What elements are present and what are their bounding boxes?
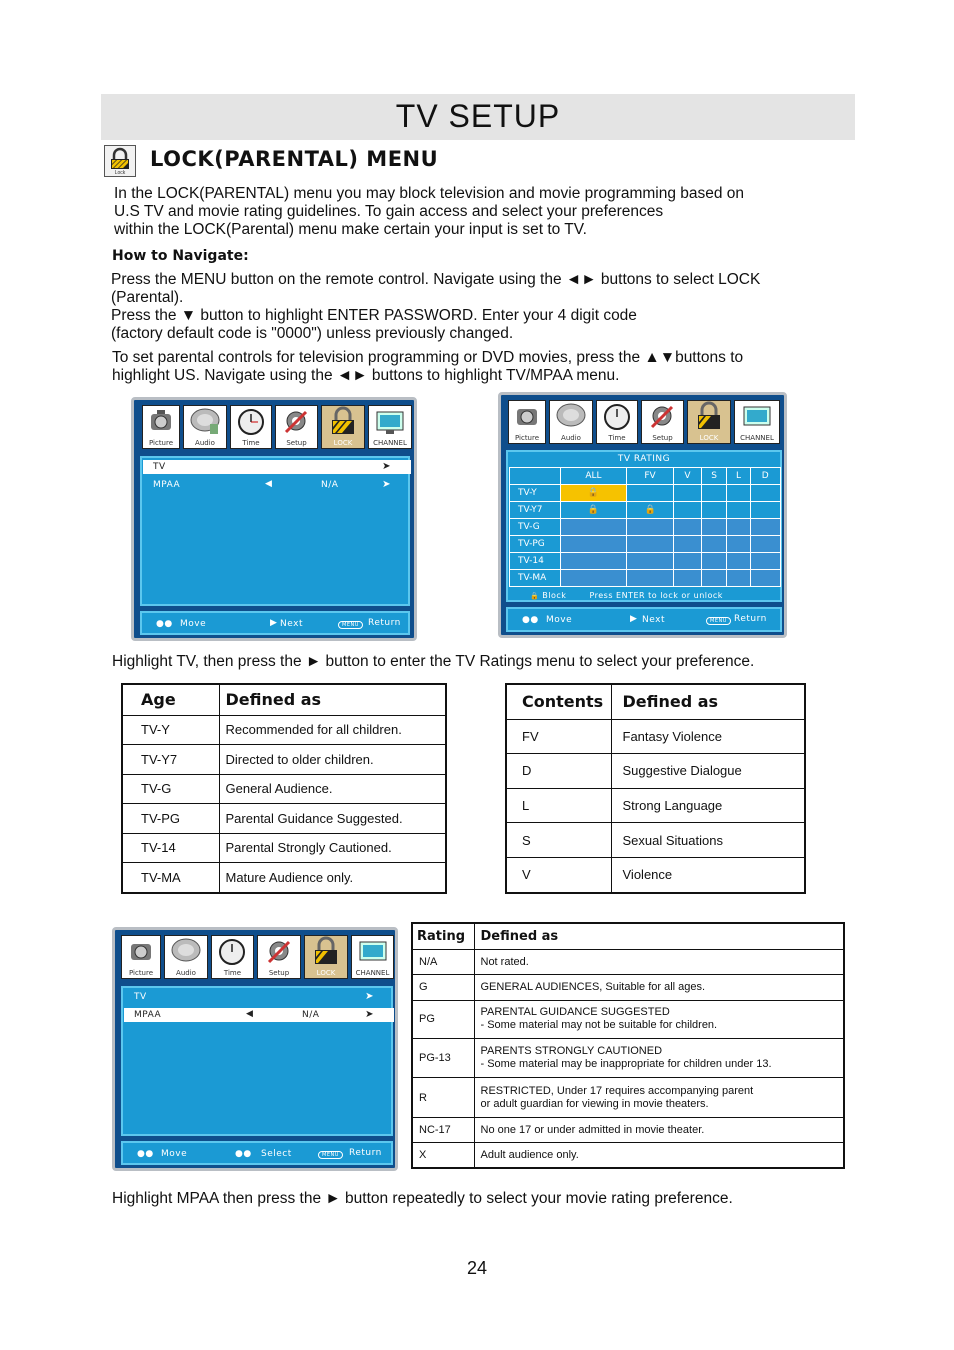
lock-tab[interactable] — [687, 400, 731, 444]
tv-rating-screen — [498, 392, 787, 638]
tab-label: CHANNEL — [373, 439, 407, 447]
menu-row-tv[interactable] — [143, 460, 411, 474]
tools-icon — [642, 401, 683, 433]
grid-row — [510, 519, 781, 536]
table-cell: L — [506, 788, 611, 823]
grid-corner-cell — [510, 468, 561, 485]
time-tab[interactable] — [230, 405, 272, 449]
channel-tab[interactable] — [734, 400, 780, 444]
table-cell: TV-14 — [122, 833, 219, 863]
table-row — [412, 1038, 844, 1077]
satellite-dish-icon — [184, 406, 226, 438]
grid-cell[interactable] — [701, 519, 727, 536]
grid-row-label: TV-14 — [510, 553, 561, 570]
table-cell: Sexual Situations — [611, 823, 805, 858]
grid-cell[interactable] — [750, 519, 780, 536]
grid-row-label: TV-Y — [510, 485, 561, 502]
table-cell: NC-17 — [412, 1118, 474, 1143]
table-row — [122, 715, 446, 745]
table-cell: Fantasy Violence — [611, 719, 805, 754]
padlock-icon: 🔒 — [587, 488, 600, 498]
tab-label: Audio — [195, 439, 215, 447]
table-row — [122, 863, 446, 894]
page-title: TV SETUP — [395, 98, 561, 134]
footer-return-label: Return — [349, 1148, 382, 1158]
grid-cell[interactable] — [750, 536, 780, 553]
table-row — [412, 1143, 844, 1168]
grid-cell[interactable] — [701, 536, 727, 553]
menu-list — [121, 986, 393, 1136]
table-cell: R — [412, 1078, 474, 1118]
header-cell: Rating — [412, 923, 474, 949]
menu-key-icon: MENU — [338, 621, 363, 629]
table-cell — [474, 1143, 844, 1168]
legend — [530, 591, 723, 600]
grid-row-label: TV-Y7 — [510, 502, 561, 519]
arrow-right-icon: ➤ — [365, 1009, 374, 1020]
camera-icon — [509, 401, 545, 433]
grid-cell[interactable] — [626, 485, 673, 502]
table-row — [412, 1118, 844, 1143]
grid-cell[interactable] — [561, 570, 627, 587]
intro-line: In the LOCK(PARENTAL) menu you may block television and movie programming based on — [114, 185, 745, 202]
grid-cell-locked[interactable] — [561, 502, 627, 519]
age-table — [121, 683, 447, 894]
table-cell — [474, 1000, 844, 1038]
padlock-icon: 🔒 — [644, 505, 656, 515]
grid-cell[interactable] — [674, 485, 702, 502]
table-row — [506, 823, 805, 858]
padlock-icon: 🔒 — [587, 505, 600, 515]
channel-tab[interactable] — [368, 405, 412, 449]
table-cell: PG-13 — [412, 1038, 474, 1077]
mpaa-rating-table — [411, 922, 845, 1169]
tab-label: Audio — [176, 969, 196, 977]
satellite-dish-icon — [550, 401, 592, 433]
lock-icon-label: Lock — [114, 170, 126, 176]
grid-cell[interactable] — [750, 553, 780, 570]
camera-icon — [143, 406, 179, 438]
grid-column-header: D — [750, 468, 780, 485]
definition-line: GENERAL AUDIENCES, Suitable for all ages. — [480, 981, 706, 994]
footer-return-label: Return — [734, 614, 767, 624]
definition-line: - Some material may not be suitable for children. — [480, 1019, 718, 1032]
menu-key-icon: MENU — [706, 617, 731, 625]
arrow-left-icon: ◀ — [246, 1009, 254, 1019]
tab-label: Time — [242, 439, 260, 447]
clock-icon — [597, 401, 637, 433]
table-cell: TV-PG — [122, 804, 219, 834]
table-row — [122, 804, 446, 834]
grid-cell[interactable] — [727, 553, 750, 570]
table-cell: General Audience. — [219, 774, 446, 804]
table-cell: Directed to older children. — [219, 745, 446, 775]
menu-row-tv[interactable] — [124, 990, 394, 1004]
table-header-row — [506, 684, 805, 719]
footer-next-label: Next — [642, 615, 665, 625]
tab-label: Time — [223, 969, 242, 977]
lock-icon — [104, 145, 136, 177]
footer-move-label: Move — [161, 1149, 188, 1159]
grid-column-header: ALL — [561, 468, 627, 485]
setup-tab[interactable] — [257, 935, 301, 979]
monitor-icon — [352, 936, 393, 968]
definition-line: No one 17 or under admitted in movie theater. — [480, 1124, 705, 1137]
nav-step-line: Press the MENU button on the remote control. Navigate using the ◄► buttons to select LOCK — [111, 271, 761, 288]
table-row — [412, 1000, 844, 1038]
time-tab[interactable] — [596, 400, 638, 444]
menu-row-mpaa[interactable] — [124, 1008, 394, 1022]
tab-label: CHANNEL — [740, 434, 774, 442]
footer-select-label: Select — [261, 1149, 292, 1159]
grid-cell-locked[interactable] — [626, 502, 673, 519]
grid-cell[interactable] — [626, 570, 673, 587]
intro-line: within the LOCK(Parental) menu make certain your input is set to TV. — [114, 221, 587, 238]
table-header-row — [412, 923, 844, 949]
table-row — [506, 719, 805, 754]
table-cell: Suggestive Dialogue — [611, 754, 805, 789]
grid-cell[interactable] — [561, 553, 627, 570]
grid-cell[interactable] — [727, 485, 750, 502]
grid-row — [510, 536, 781, 553]
padlock-icon: 🔒 — [530, 592, 540, 600]
mpaa-value: N/A — [302, 1010, 320, 1020]
legend-block-label: Block — [542, 591, 567, 600]
picture-tab[interactable] — [121, 935, 161, 979]
table-cell — [474, 1078, 844, 1118]
table-cell — [474, 1038, 844, 1077]
padlock-icon — [305, 936, 347, 968]
nav-step-line: (Parental). — [111, 289, 184, 306]
row-label: MPAA — [153, 480, 181, 490]
definition-line: PARENTS STRONGLY CAUTIONED — [480, 1045, 663, 1057]
table-row — [122, 774, 446, 804]
footer-move-label: Move — [546, 615, 573, 625]
grid-cell-locked[interactable] — [561, 485, 627, 502]
title-banner — [101, 94, 855, 140]
table-cell: S — [506, 823, 611, 858]
audio-tab[interactable] — [183, 405, 227, 449]
grid-header-row — [510, 468, 781, 485]
rating-header: TV RATING — [617, 454, 671, 464]
table-row — [506, 788, 805, 823]
table-cell: N/A — [412, 949, 474, 974]
nav-step-line: Press the ▼ button to highlight ENTER PASSWORD. Enter your 4 digit code — [111, 307, 637, 324]
padlock-icon — [688, 401, 730, 433]
definition-line: PARENTAL GUIDANCE SUGGESTED — [480, 1006, 670, 1019]
tab-label: CHANNEL — [355, 969, 390, 977]
table-cell: TV-Y7 — [122, 745, 219, 775]
definition-line: RESTRICTED, Under 17 requires accompanying parent — [480, 1084, 754, 1097]
tab-label: LOCK — [316, 969, 336, 977]
table-cell: TV-G — [122, 774, 219, 804]
grid-cell[interactable] — [561, 519, 627, 536]
grid-cell[interactable] — [626, 519, 673, 536]
arrow-right-icon: ➤ — [382, 479, 391, 490]
highlight-mpaa-instruction: Highlight MPAA then press the ► button repeatedly to select your movie rating preference. — [112, 1190, 733, 1207]
table-row — [506, 754, 805, 789]
table-cell: G — [412, 974, 474, 1000]
clock-icon — [231, 406, 271, 438]
audio-tab[interactable] — [549, 400, 593, 444]
rating-grid-area — [506, 450, 782, 602]
grid-cell[interactable] — [626, 553, 673, 570]
grid-row-label: TV-MA — [510, 570, 561, 587]
contents-table — [505, 683, 806, 894]
table-cell: Recommended for all children. — [219, 715, 446, 745]
tools-icon — [276, 406, 317, 438]
table-cell: TV-MA — [122, 863, 219, 894]
tab-label: LOCK — [699, 434, 719, 442]
menu-footer — [506, 607, 782, 632]
tv-menu-screen-tv — [131, 397, 417, 641]
grid-cell[interactable] — [750, 485, 780, 502]
arrow-right-icon: ➤ — [365, 991, 374, 1002]
monitor-icon — [735, 401, 779, 433]
footer-next-label: Next — [280, 619, 303, 629]
grid-column-header: V — [674, 468, 702, 485]
footer-move-label: Move — [180, 619, 207, 629]
grid-cell[interactable] — [727, 519, 750, 536]
grid-cell[interactable] — [750, 502, 780, 519]
page-number: 24 — [466, 1258, 488, 1278]
move-arrows-icon: ●● — [156, 619, 173, 629]
time-tab[interactable] — [211, 935, 254, 979]
tab-label: Picture — [128, 969, 154, 977]
parental-step-line: To set parental controls for television programming or DVD movies, press the ▲▼buttons to — [112, 349, 744, 366]
tab-label: LOCK — [333, 439, 353, 447]
row-label: TV — [134, 992, 147, 1002]
table-cell: D — [506, 754, 611, 789]
table-cell: V — [506, 857, 611, 893]
tv-menu-screen-mpaa — [112, 927, 398, 1171]
table-cell: Violence — [611, 857, 805, 893]
table-cell: PG — [412, 1000, 474, 1038]
table-cell: X — [412, 1143, 474, 1168]
header-cell: Defined as — [474, 923, 844, 949]
menu-list — [140, 456, 410, 606]
monitor-icon — [369, 406, 411, 438]
grid-row — [510, 502, 781, 519]
navigation-steps — [111, 271, 851, 343]
grid-cell[interactable] — [701, 485, 727, 502]
tab-label: Audio — [561, 434, 581, 442]
grid-cell[interactable] — [561, 536, 627, 553]
table-cell — [474, 949, 844, 974]
definition-line: or adult guardian for viewing in movie theaters. — [480, 1097, 709, 1110]
header-cell: Defined as — [611, 684, 805, 719]
nav-step-line: (factory default code is "0000") unless previously changed. — [111, 325, 514, 342]
table-cell: Mature Audience only. — [219, 863, 446, 894]
move-arrows-icon: ●● — [522, 615, 539, 625]
table-row — [412, 949, 844, 974]
next-icon: ▶ — [270, 618, 278, 628]
rating-grid — [509, 467, 781, 587]
grid-cell[interactable] — [674, 553, 702, 570]
grid-row — [510, 570, 781, 587]
definition-line: Not rated. — [480, 955, 529, 968]
table-cell: TV-Y — [122, 715, 219, 745]
table-header-row — [122, 684, 446, 715]
tab-label: Setup — [268, 969, 290, 977]
camera-icon — [122, 936, 160, 968]
definition-line: - Some material may be inappropriate for children under 13. — [480, 1058, 772, 1070]
grid-row — [510, 485, 781, 502]
grid-row-label: TV-G — [510, 519, 561, 536]
table-cell — [474, 974, 844, 1000]
channel-tab[interactable] — [351, 935, 394, 979]
grid-cell[interactable] — [727, 570, 750, 587]
tools-icon — [258, 936, 300, 968]
parental-steps — [112, 349, 852, 385]
padlock-icon — [322, 406, 364, 438]
header-cell: Age — [122, 684, 219, 715]
legend-press-label: Press ENTER to lock or unlock — [589, 591, 723, 600]
table-cell: Parental Guidance Suggested. — [219, 804, 446, 834]
grid-column-header: FV — [626, 468, 673, 485]
table-row — [412, 974, 844, 1000]
picture-tab[interactable] — [142, 405, 180, 449]
tab-label: Picture — [148, 439, 174, 447]
setup-tab[interactable] — [275, 405, 318, 449]
grid-cell[interactable] — [750, 570, 780, 587]
section-title: LOCK(PARENTAL) MENU — [150, 147, 439, 171]
header-cell: Defined as — [219, 684, 446, 715]
row-label: MPAA — [134, 1010, 162, 1020]
table-row — [122, 833, 446, 863]
grid-cell[interactable] — [701, 553, 727, 570]
arrow-left-icon: ◀ — [265, 479, 273, 489]
menu-key-icon: MENU — [318, 1151, 343, 1159]
table-row — [122, 745, 446, 775]
parental-step-line: highlight US. Navigate using the ◄► buttons to highlight TV/MPAA menu. — [112, 367, 620, 384]
grid-cell[interactable] — [674, 502, 702, 519]
table-cell — [474, 1118, 844, 1143]
audio-tab[interactable] — [164, 935, 208, 979]
grid-column-header: S — [701, 468, 727, 485]
intro-paragraph — [114, 185, 834, 239]
next-icon: ▶ — [630, 614, 638, 624]
grid-cell[interactable] — [727, 536, 750, 553]
table-row — [412, 1078, 844, 1118]
menu-footer — [121, 1141, 393, 1165]
arrow-right-icon: ➤ — [382, 461, 391, 472]
grid-cell[interactable] — [727, 502, 750, 519]
table-cell: Strong Language — [611, 788, 805, 823]
definition-line: Adult audience only. — [480, 1149, 579, 1162]
row-label: TV — [153, 462, 166, 472]
tab-label: Picture — [514, 434, 540, 442]
satellite-dish-icon — [165, 936, 207, 968]
tab-label: Setup — [286, 439, 307, 447]
clock-icon — [212, 936, 253, 968]
grid-cell[interactable] — [674, 536, 702, 553]
grid-row — [510, 553, 781, 570]
how-to-heading: How to Navigate: — [112, 248, 249, 264]
tab-label: Setup — [652, 434, 673, 442]
grid-cell[interactable] — [701, 570, 727, 587]
grid-column-header: L — [727, 468, 750, 485]
picture-tab[interactable] — [508, 400, 546, 444]
footer-return-label: Return — [368, 618, 401, 628]
header-cell: Contents — [506, 684, 611, 719]
table-row — [506, 857, 805, 893]
intro-line: U.S TV and movie rating guidelines. To gain access and select your preferences — [114, 203, 664, 220]
grid-row-label: TV-PG — [510, 536, 561, 553]
grid-cell[interactable] — [701, 502, 727, 519]
menu-footer — [140, 611, 410, 635]
setup-tab[interactable] — [641, 400, 684, 444]
table-cell: Parental Strongly Cautioned. — [219, 833, 446, 863]
move-arrows-icon: ●● — [137, 1149, 154, 1159]
menu-row-mpaa[interactable] — [143, 478, 411, 492]
grid-cell[interactable] — [674, 519, 702, 536]
lock-tab[interactable] — [321, 405, 365, 449]
highlight-tv-instruction: Highlight TV, then press the ► button to enter the TV Ratings menu to select your preference. — [112, 653, 755, 670]
tab-label: Time — [608, 434, 626, 442]
lock-tab[interactable] — [304, 935, 348, 979]
table-cell: FV — [506, 719, 611, 754]
mpaa-value: N/A — [321, 480, 339, 490]
grid-cell[interactable] — [626, 536, 673, 553]
grid-cell[interactable] — [674, 570, 702, 587]
select-arrows-icon: ●● — [235, 1149, 252, 1159]
